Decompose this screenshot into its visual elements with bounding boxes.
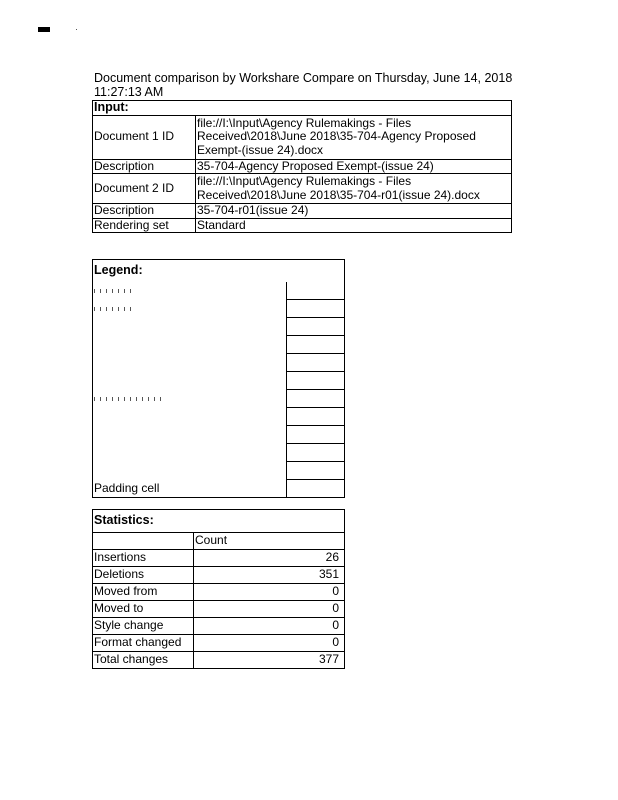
legend-swatch-row bbox=[93, 336, 287, 354]
rendering-set-value: Standard bbox=[196, 218, 512, 233]
style-change-count: 0 bbox=[194, 618, 345, 635]
legend-swatch-cell bbox=[287, 354, 345, 372]
description-2-label: Description bbox=[93, 204, 196, 219]
description-2-value: 35-704-r01(issue 24) bbox=[196, 204, 512, 219]
insertions-count: 26 bbox=[194, 550, 345, 567]
legend-swatch-cell bbox=[287, 444, 345, 462]
insertions-label: Insertions bbox=[93, 550, 194, 567]
format-changed-count: 0 bbox=[194, 635, 345, 652]
input-table bbox=[92, 100, 512, 233]
legend-table bbox=[92, 259, 345, 498]
deletions-label: Deletions bbox=[93, 567, 194, 584]
comparison-header: Document comparison by Workshare Compare on Thursday, June 14, 2018 11:27:13 AM bbox=[94, 71, 513, 99]
legend-swatch-row bbox=[93, 372, 287, 390]
statistics-table bbox=[92, 509, 345, 669]
count-header: Count bbox=[194, 533, 345, 550]
moved-to-count: 0 bbox=[194, 601, 345, 618]
moved-from-label: Moved from bbox=[93, 584, 194, 601]
legend-swatch-row bbox=[93, 462, 287, 480]
legend-swatch-row bbox=[93, 390, 287, 408]
legend-swatch-cell bbox=[287, 408, 345, 426]
moved-to-label: Moved to bbox=[93, 601, 194, 618]
legend-swatch-cell bbox=[287, 300, 345, 318]
description-1-label: Description bbox=[93, 159, 196, 174]
legend-swatch-row bbox=[93, 300, 287, 318]
document-2-id-label: Document 2 ID bbox=[93, 174, 196, 204]
format-changed-label: Format changed bbox=[93, 635, 194, 652]
legend-swatch-cell bbox=[287, 390, 345, 408]
total-changes-label: Total changes bbox=[93, 652, 194, 669]
legend-swatch-row bbox=[93, 318, 287, 336]
statistics-title: Statistics: bbox=[93, 510, 345, 533]
legend-title: Legend: bbox=[93, 260, 345, 283]
legend-swatch-cell bbox=[287, 318, 345, 336]
legend-swatch-row bbox=[93, 408, 287, 426]
page-number-mark bbox=[38, 27, 50, 32]
document-1-id-label: Document 1 ID bbox=[93, 115, 196, 159]
padding-cell-label: Padding cell bbox=[93, 480, 287, 498]
total-changes-count: 377 bbox=[194, 652, 345, 669]
legend-swatch-row bbox=[93, 354, 287, 372]
deletions-count: 351 bbox=[194, 567, 345, 584]
scan-speck bbox=[76, 29, 77, 30]
legend-swatch-cell bbox=[287, 282, 345, 300]
legend-swatch-row bbox=[93, 426, 287, 444]
moved-from-count: 0 bbox=[194, 584, 345, 601]
rendering-set-label: Rendering set bbox=[93, 218, 196, 233]
legend-swatch-cell bbox=[287, 336, 345, 354]
description-1-value: 35-704-Agency Proposed Exempt-(issue 24) bbox=[196, 159, 512, 174]
legend-swatch-cell bbox=[287, 426, 345, 444]
statistics-header-blank bbox=[93, 533, 194, 550]
padding-cell-swatch bbox=[287, 480, 345, 498]
style-change-label: Style change bbox=[93, 618, 194, 635]
document-2-id-value: file://I:\Input\Agency Rulemakings - Files Received\2018\June 2018\35-704-r01(issue 24).docx bbox=[196, 174, 512, 204]
legend-swatch-row bbox=[93, 444, 287, 462]
legend-swatch-cell bbox=[287, 372, 345, 390]
document-1-id-value: file://I:\Input\Agency Rulemakings - Files Received\2018\June 2018\35-704-Agency Proposed Exempt-(issue 24).docx bbox=[196, 115, 512, 159]
input-title: Input: bbox=[93, 101, 512, 116]
legend-swatch-row bbox=[93, 282, 287, 300]
legend-swatch-cell bbox=[287, 462, 345, 480]
